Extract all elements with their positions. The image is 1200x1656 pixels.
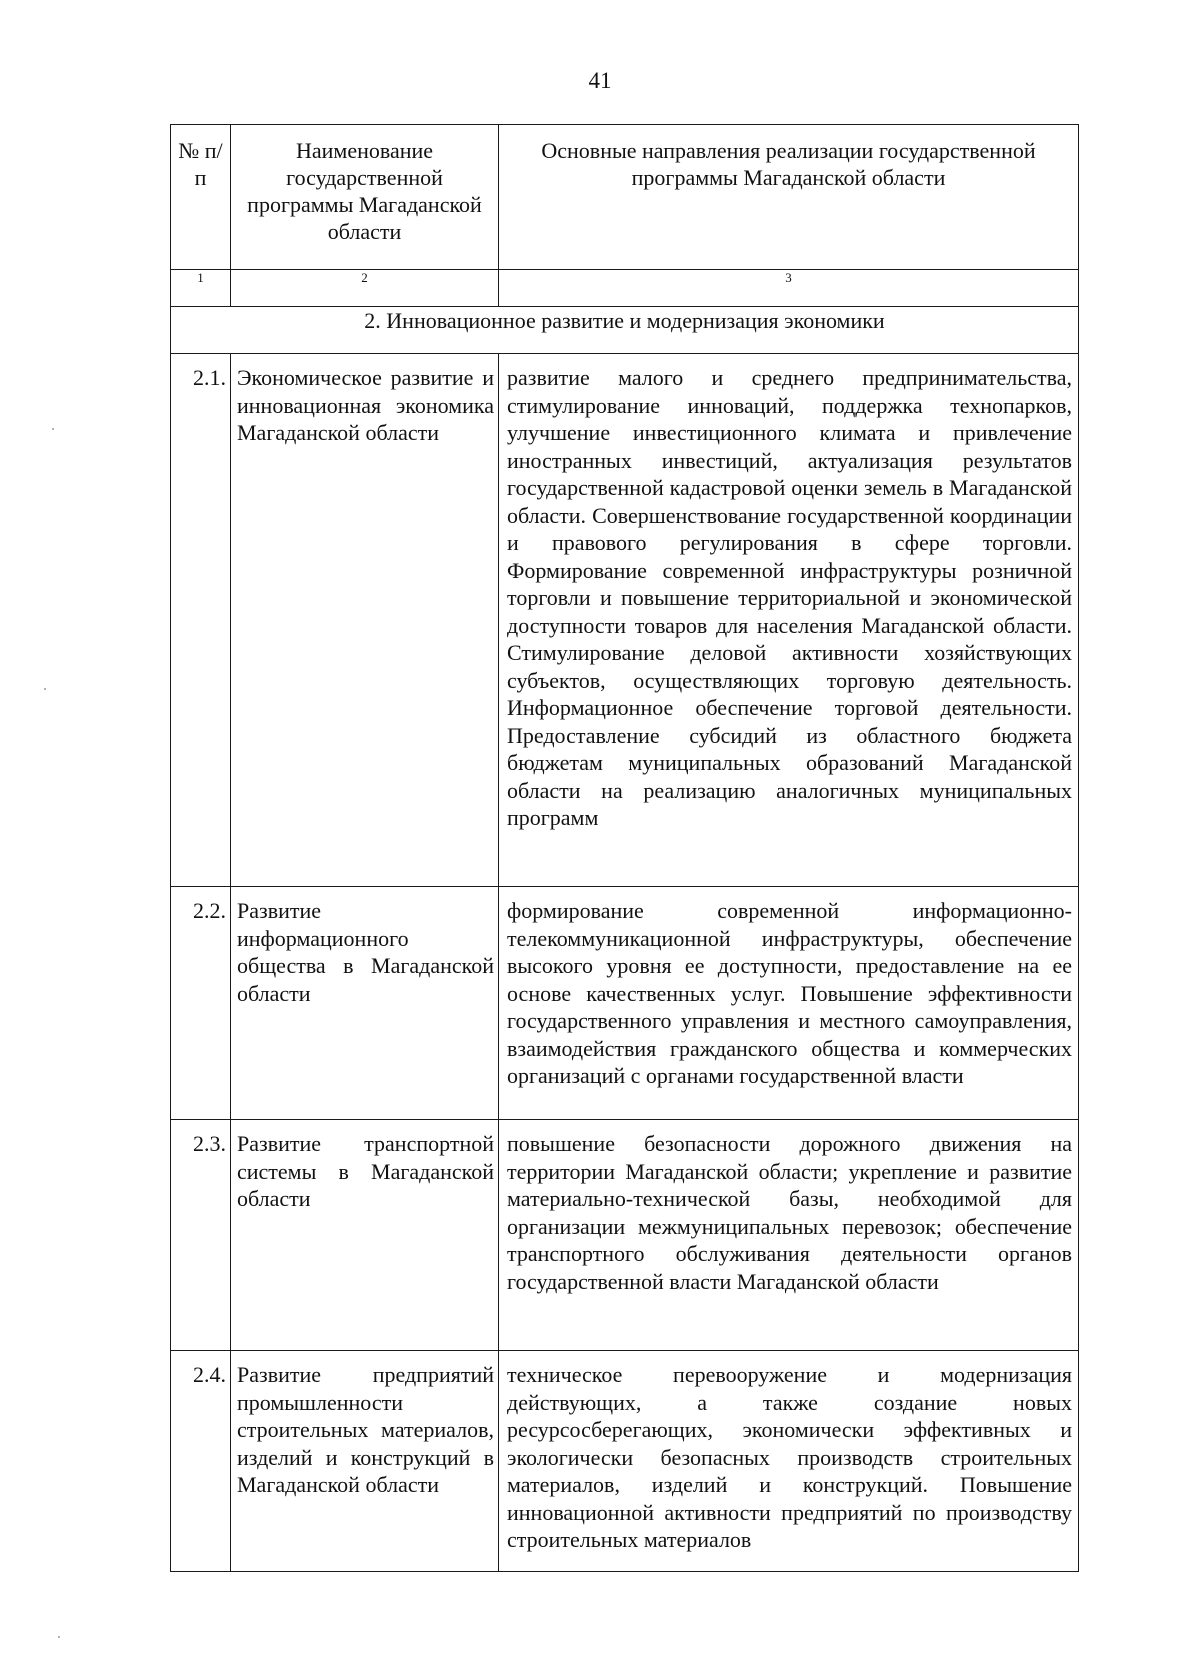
scan-speck: [44, 688, 46, 690]
programs-table: [170, 124, 1079, 1572]
program-name: Развитие предприятий промышленности строительных материалов, изделий и конструкций в Магаданской области: [231, 1351, 499, 1572]
section-row: [171, 307, 1079, 354]
header-number: № п/п: [171, 125, 231, 270]
table-row: [171, 1351, 1079, 1572]
row-number: 2.3.: [171, 1120, 231, 1351]
program-directions: формирование современной информационно-телекоммуникационной инфраструктуры, обеспечение высокого уровня ее доступности, предоставление на ее основе качественных услуг. Повышение эффективности государственного управления и местного самоуправления, взаимодействия гражданского общества и коммерческих организаций с органами государственной власти: [499, 887, 1079, 1120]
table-row: [171, 887, 1079, 1120]
column-number: 1: [171, 270, 231, 307]
program-directions: повышение безопасности дорожного движения на территории Магаданской области; укрепление и развитие материально-технической базы, необходимой для организации межмуниципальных перевозок; обеспечение транспортного обслуживания деятельности органов государственной власти Магаданской области: [499, 1120, 1079, 1351]
program-directions: техническое перевооружение и модернизация действующих, а также создание новых ресурсосберегающих, экономически эффективных и экологически безопасных производств строительных материалов, изделий и конструкций. Повышение инновационной активности предприятий по производству строительных материалов: [499, 1351, 1079, 1572]
header-directions: Основные направления реализации государственной программы Магаданской области: [499, 125, 1079, 270]
table-row: [171, 1120, 1079, 1351]
program-name: Развитие информационного общества в Магаданской области: [231, 887, 499, 1120]
scan-speck: [52, 428, 54, 430]
column-number: 3: [499, 270, 1079, 307]
scan-speck: [58, 1636, 60, 1638]
page-number: 41: [588, 68, 612, 93]
column-numbers-row: [171, 270, 1079, 307]
program-name: Экономическое развитие и инновационная экономика Магаданской области: [231, 354, 499, 887]
section-title: 2. Инновационное развитие и модернизация экономики: [171, 307, 1079, 354]
program-directions: развитие малого и среднего предпринимательства, стимулирование инноваций, поддержка технопарков, улучшение инвестиционного климата и привлечение иностранных инвестиций, актуализация результатов государственной кадастровой оценки земель в Магаданской области. Совершенствование государственной координации и правового регулирования в сфере торговли. Формирование современной инфраструктуры розничной торговли и повышение территориальной и экономической доступности товаров для населения Магаданской области. Стимулирование деловой активности хозяйствующих субъектов, осуществляющих торговую деятельность. Информационное обеспечение торговой деятельности. Предоставление субсидий из областного бюджета бюджетам муниципальных образований Магаданской области на реализацию аналогичных муниципальных программ: [499, 354, 1079, 887]
row-number: 2.1.: [171, 354, 231, 887]
table-header-row: [171, 125, 1079, 270]
header-program-name: Наименование государственной программы Магаданской области: [231, 125, 499, 270]
column-number: 2: [231, 270, 499, 307]
row-number: 2.2.: [171, 887, 231, 1120]
row-number: 2.4.: [171, 1351, 231, 1572]
table-row: [171, 354, 1079, 887]
program-name: Развитие транспортной системы в Магаданской области: [231, 1120, 499, 1351]
